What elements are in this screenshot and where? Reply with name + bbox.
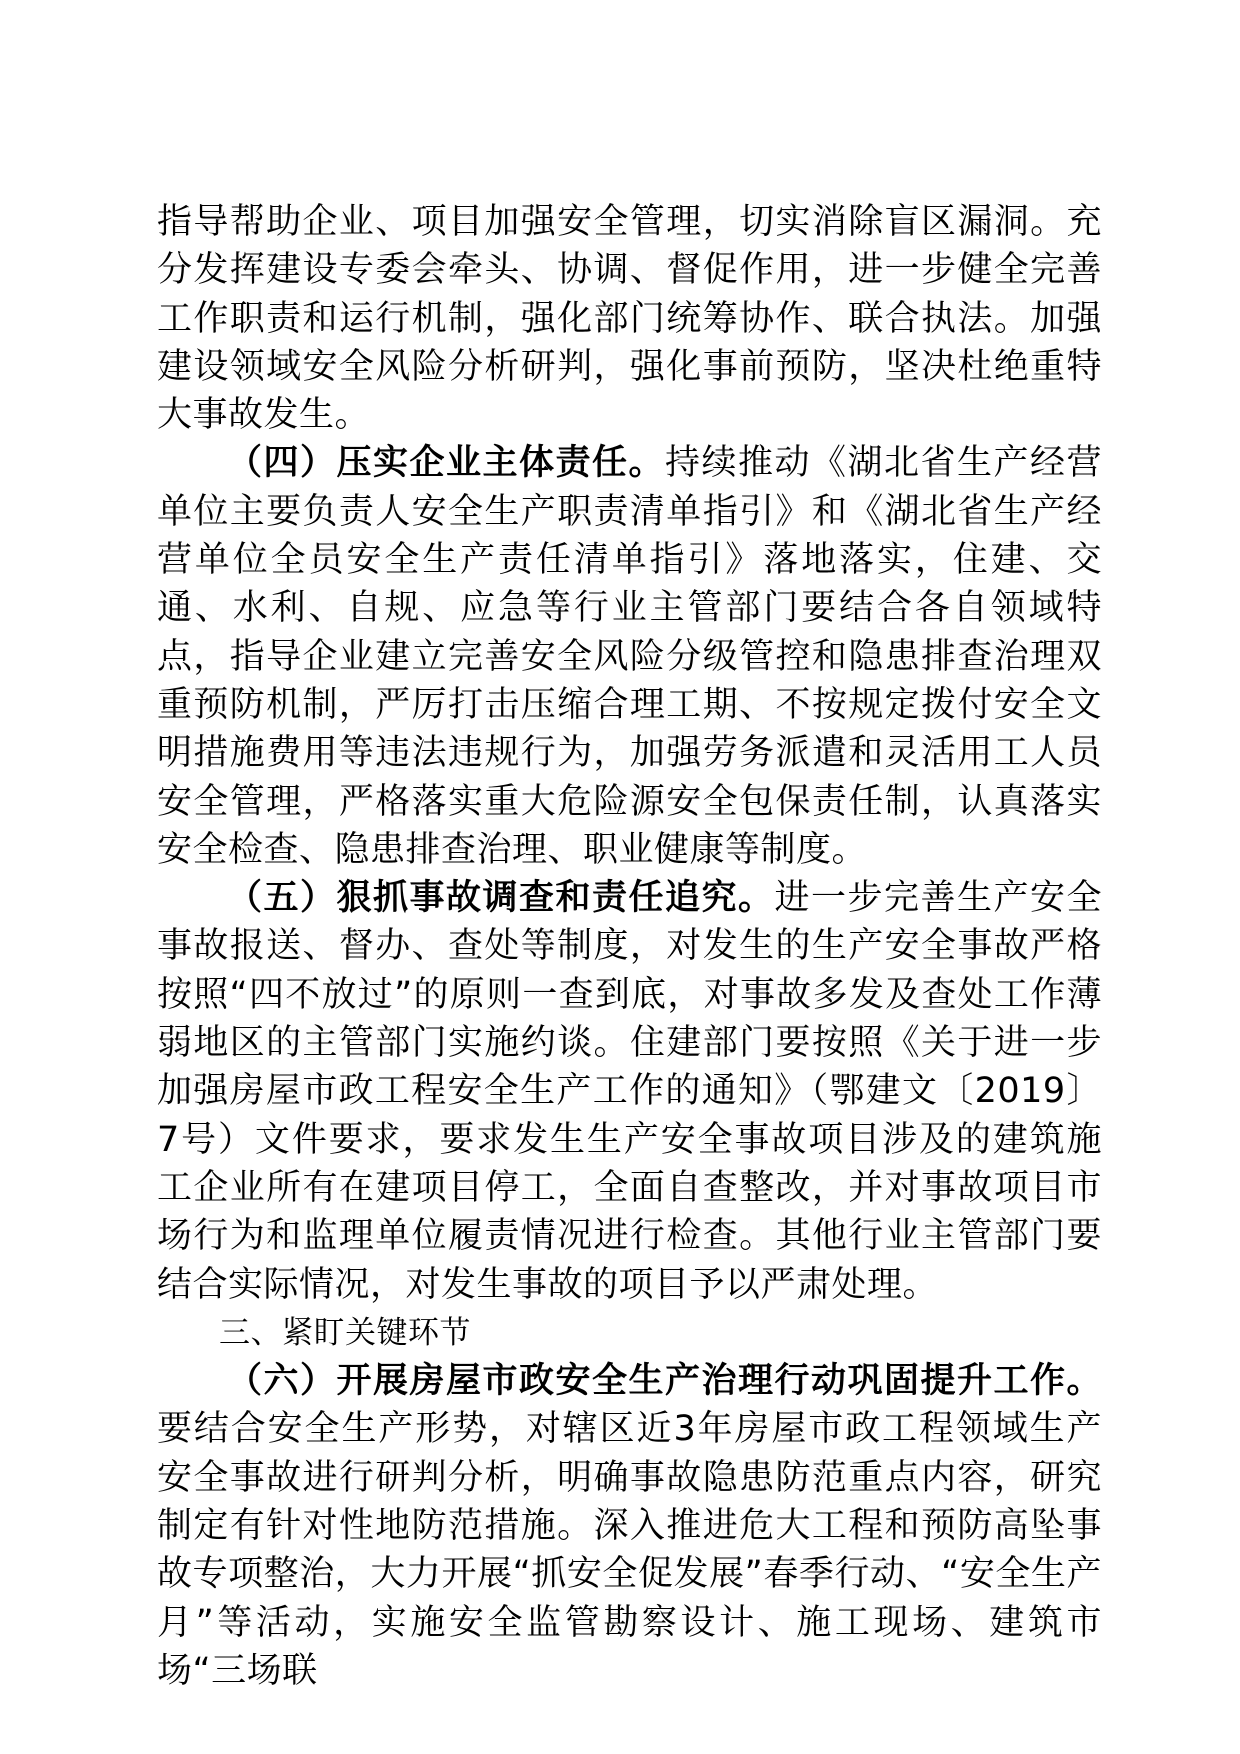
paragraph-text: 持续推动《湖北省生产经营单位主要负责人安全生产职责清单指引》和《湖北省生产经营单位全员安全生产责任清单指引》落地落实，住建、交通、水利、自规、应急等行业主管部门要结合各自领域特点，指导企业建立完善安全风险分级管控和隐患排查治理双重预防机制，严厉打击压缩合理工期、不按规定拨付安全文明措施费用等违法违规行为，加强劳务派遣和灵活用工人员安全管理，严格落实重大危险源安全包保责任制，认真落实安全检查、隐患排查治理、职业健康等制度。 — [157, 443, 1102, 870]
paragraph-text: 指导帮助企业、项目加强安全管理，切实消除盲区漏洞。充分发挥建设专委会牵头、协调、督促作用，进一步健全完善工作职责和运行机制，强化部门统筹协作、联合执法。加强建设领域安全风险分析研判，强化事前预防，坚决杜绝重特大事故发生。 — [157, 202, 1102, 436]
paragraph-text: 要结合安全生产形势，对辖区近3年房屋市政工程领域生产安全事故进行研判分析，明确事故隐患防范重点内容，研究制定有针对性地防范措施。深入推进危大工程和预防高坠事故专项整治，大力开展“抓安全促发展”春季行动、“安全生产月”等活动，实施安全监管勘察设计、施工现场、建筑市场“三场联 — [157, 1409, 1102, 1691]
section-heading-6: （六）开展房屋市政安全生产治理行动巩固提升工作。 — [227, 1361, 1102, 1402]
section-heading-5: （五）狠抓事故调查和责任追究。 — [227, 878, 775, 919]
paragraph-continuation — [157, 198, 1102, 439]
section-heading-4: （四）压实企业主体责任。 — [227, 443, 665, 484]
document-page — [157, 198, 1102, 1695]
paragraph-section-4 — [157, 439, 1102, 874]
paragraph-section-5 — [157, 874, 1102, 1309]
chapter-heading-text: 三、紧盯关键环节 — [219, 1314, 471, 1351]
paragraph-section-6 — [157, 1357, 1102, 1695]
paragraph-text: 进一步完善生产安全事故报送、督办、查处等制度，对发生的生产安全事故严格按照“四不放过”的原则一查到底，对事故多发及查处工作薄弱地区的主管部门实施约谈。住建部门要按照《关于进一步加强房屋市政工程安全生产工作的通知》（鄂建文〔2019〕7号）文件要求，要求发生生产安全事故项目涉及的建筑施工企业所有在建项目停工，全面自查整改，并对事故项目市场行为和监理单位履责情况进行检查。其他行业主管部门要结合实际情况，对发生事故的项目予以严肃处理。 — [157, 878, 1102, 1305]
chapter-heading-3 — [157, 1309, 1102, 1357]
